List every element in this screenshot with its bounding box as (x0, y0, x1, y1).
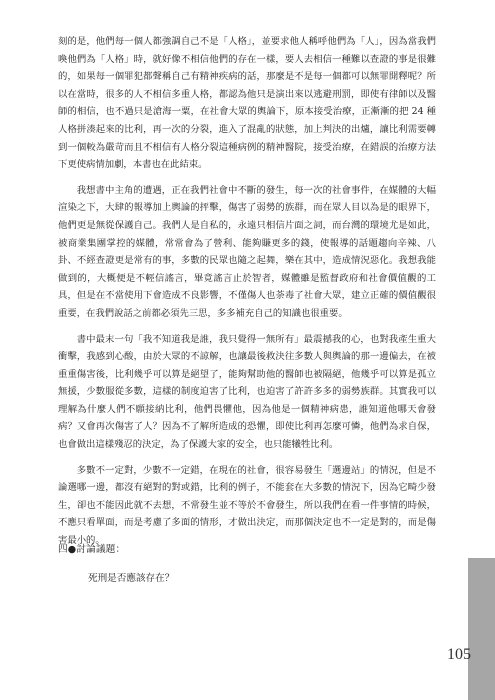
discussion-heading: 四●討論議題： (58, 544, 126, 555)
paragraph-gap (58, 174, 436, 182)
paragraph-4: 多數不一定對，少數不一定錯，在現在的社會，很容易發生「選邊站」的情況，但是不論選哪一邊，都沒有絕對的對或錯，比利的例子，不能套在大多數的情況下，因為它畸少發生，卻也不能因此就不去想，不常發生並不等於不會發生，所以我們在看一件事情的時候，不應只看單面，而是考慮了多面的情形，才做出決定，而那個決定也不一定是對的，而是傷害最小的。 (58, 464, 436, 547)
paragraph-gap (58, 454, 436, 462)
paragraph-1: 刻的是，他們每一個人都強調自己不是「人格」，並要求他人稱呼他們為「人」，因為當我們喚他們為「人格」時，就好像不相信他們的存在一樣，要人去相信一種難以查證的事是很難的，如果每一個罪犯都聲稱自己有精神疾病的話，那麼是不是每一個都可以無罪開釋呢？所以在當時，很多的人不相信多重人格，都認為他只是演出來以逃避刑罰，即使有律師以及醫師的相信，也不過只是滄海一粟，在社會大眾的輿論下，原本接受治療，正漸漸的把 24 種人格拼湊起來的比利，再一次的分裂，進入了混亂的狀態，加上判決的出爐，讓比利需要轉到一個較為嚴苛而且不相信有人格分裂這種病例的精神醫院，接受治療，在錯誤的治療方法下更使病情加劇，本書也在此結束。 (58, 36, 436, 171)
side-tab (468, 558, 495, 700)
paragraph-2: 我想書中主角的遭遇，正在我們社會中不斷的發生，每一次的社會事件，在媒體的大幅渲染之下，大肆的報導加上輿論的抨擊，傷害了弱勢的族群，而在眾人目以為是的眼界下，他們更是無從保護自己。我們人是自私的，永遠只相信片面之詞，而台灣的環境尤是如此，被商業集團掌控的媒體，常常會為了營利、能夠賺更多的錢，使報導的話題趨向辛辣、八卦、不經查證更是常有的事，多數的民眾也隨之起舞，樂在其中，造成情況惡化。我想我能做到的，大概便是不輕信謠言，畢竟謠言止於智者，媒體雖是監督政府和社會價值觀的工具，但是在不當使用下會造成不良影響，不僅傷人也荼毒了社會大眾，建立正確的價值觀很重要，在我們說話之前都必須先三思，多多補充自己的知識也很重要。 (58, 184, 436, 319)
paragraph-3: 書中最末一句「我不知道我是誰，我只覺得一無所有」最震撼我的心，也對我產生重大衝擊，我感到心酸，由於大眾的不諒解，也讓最後救決往多數人與輿論的那一邊偏去，在被重重傷害後，比利幾乎可以算是絕望了，能夠幫助他的醫師也被隔絕，他幾乎可以算是孤立無援，少數服從多數，這樣的制度迫害了比利，也迫害了許許多多的弱勢族群。其實我可以理解為什麼人們不願接納比利，他們畏懼他，因為他是一個精神病患，誰知道他哪天會發病？又會再次傷害了人？因為不了解所造成的恐懼，即使比利再怎麼可憐，他們為求自保，也會做出這樣殘忍的決定，為了保護大家的安全，也只能犧牲比利。 (58, 333, 436, 451)
paragraph-gap (58, 323, 436, 331)
discussion-question: 死刑是否應該存在？ (88, 573, 175, 584)
article-body (58, 33, 436, 550)
page-number: 105 (447, 646, 471, 663)
